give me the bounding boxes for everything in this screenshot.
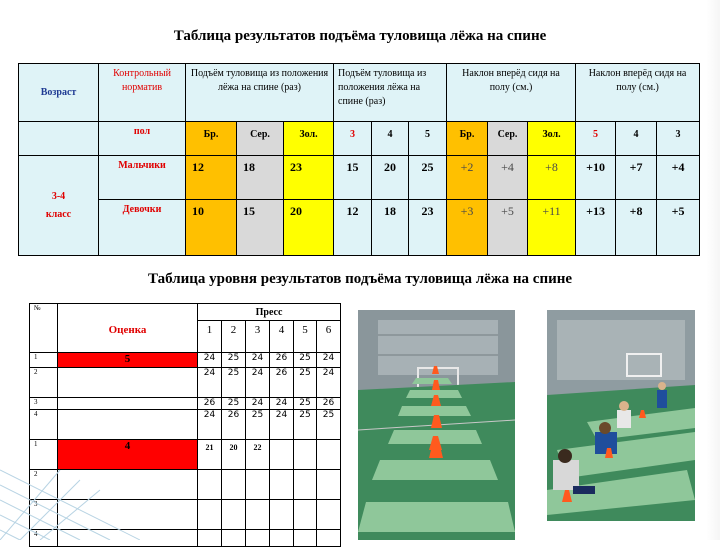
row-number: 4 [30,410,58,440]
press-column-header: 1 [198,321,222,353]
press-value-cell [222,530,246,547]
press-value-cell [294,470,317,500]
press-value-cell [270,500,294,530]
press-value-cell: 24 [198,353,222,368]
press-value-cell [246,500,270,530]
press-column-header: 5 [294,321,317,353]
press-value-cell: 24 [246,353,270,368]
press-value-cell: 25 [294,398,317,410]
subheader-cell: Зол. [284,122,334,156]
gym-photo-students-exercising [547,310,695,521]
subheader-cell: Зол. [528,122,576,156]
result-value-cell: +7 [616,156,657,199]
subheader-cell: Сер. [237,122,284,156]
row-number: 4 [30,530,58,547]
result-value-cell: 18 [237,156,284,199]
age-header: Возраст [19,64,99,122]
press-value-cell: 25 [246,410,270,440]
press-column-header: 2 [222,321,246,353]
levels-table-title: Таблица уровня результатов подъёма туловища лёжа на спине [147,271,573,287]
levels-table-row [30,353,341,368]
row-number: 1 [30,440,58,470]
result-value-cell: 23 [284,156,334,199]
group-header-3: Наклон вперёд сидя на полу (см.) [447,64,576,122]
press-value-cell: 25 [222,398,246,410]
press-value-cell: 24 [198,368,222,398]
press-value-cell: 24 [317,353,341,368]
result-value-cell: +5 [488,199,528,255]
row-number: 3 [30,500,58,530]
subheader-cell: Сер. [488,122,528,156]
press-value-cell: 25 [294,368,317,398]
press-value-cell: 25 [294,353,317,368]
result-value-cell: 15 [237,199,284,255]
control-norm-header: Контрольный норматив [99,64,186,122]
result-value-cell: 12 [334,199,372,255]
press-value-cell [198,500,222,530]
row-label-girls: Девочки [99,199,186,255]
press-value-cell: 26 [222,410,246,440]
press-value-cell: 25 [222,368,246,398]
press-value-cell: 26 [270,368,294,398]
press-column-header: 4 [270,321,294,353]
press-column-header: 6 [317,321,341,353]
grade-cell [58,398,198,410]
press-value-cell: 26 [270,353,294,368]
class-label: 3-4 класс [19,156,99,256]
result-value-cell: 10 [186,199,237,255]
subheader-cell: Бр. [447,122,488,156]
decorative-corner-pattern [0,430,140,540]
press-column-header: 3 [246,321,270,353]
result-value-cell: +4 [488,156,528,199]
press-value-cell: 24 [246,398,270,410]
result-value-cell: +13 [576,199,616,255]
result-value-cell: 23 [409,199,447,255]
grade-cell: 5 [58,353,198,368]
press-value-cell [198,470,222,500]
row-number: 3 [30,398,58,410]
result-value-cell: +5 [657,199,700,255]
press-value-cell [270,530,294,547]
group-header-2: Подъём туловища из положения лёжа на спине (раз) [334,64,447,122]
sex-label: пол [99,122,186,156]
grade-cell [58,368,198,398]
result-value-cell: 18 [372,199,409,255]
press-value-cell [270,440,294,470]
levels-table-row [30,398,341,410]
grade-header: Оценка [58,304,198,353]
result-value-cell: +11 [528,199,576,255]
result-value-cell: 20 [284,199,334,255]
press-value-cell: 21 [198,440,222,470]
row-number: 1 [30,353,58,368]
group-header-4: Наклон вперёд сидя на полу (см.) [576,64,700,122]
press-value-cell [317,530,341,547]
press-value-cell [270,470,294,500]
gym-photo-mats-cones [358,310,515,540]
grade-cell: 4 [58,440,198,470]
result-value-cell: +4 [657,156,700,199]
subheader-cell: Бр. [186,122,237,156]
press-value-cell [222,500,246,530]
press-value-cell [294,530,317,547]
press-value-cell [246,530,270,547]
row-number: 2 [30,368,58,398]
empty-cell [19,122,99,156]
subheader-cell: 4 [372,122,409,156]
right-edge-shadow [706,0,720,540]
row-number: 2 [30,470,58,500]
press-value-cell [222,470,246,500]
results-table [18,63,700,256]
press-value-cell: 24 [270,410,294,440]
press-value-cell: 22 [246,440,270,470]
press-value-cell: 26 [317,398,341,410]
subheader-cell: 3 [334,122,372,156]
num-header: № [30,304,58,353]
subheader-cell: 5 [576,122,616,156]
press-value-cell: 24 [270,398,294,410]
press-value-cell: 25 [294,410,317,440]
result-value-cell: 25 [409,156,447,199]
levels-table-row [30,368,341,398]
row-label-boys: Мальчики [99,156,186,199]
result-value-cell: 12 [186,156,237,199]
press-value-cell: 24 [317,368,341,398]
press-value-cell: 26 [198,398,222,410]
press-value-cell [294,500,317,530]
press-value-cell [294,440,317,470]
press-value-cell: 24 [198,410,222,440]
subheader-cell: 5 [409,122,447,156]
press-value-cell: 20 [222,440,246,470]
result-value-cell: +2 [447,156,488,199]
press-value-cell: 25 [222,353,246,368]
result-value-cell: +8 [616,199,657,255]
result-value-cell: +3 [447,199,488,255]
result-value-cell: +10 [576,156,616,199]
press-value-cell [317,470,341,500]
result-value-cell: +8 [528,156,576,199]
result-value-cell: 15 [334,156,372,199]
subheader-cell: 3 [657,122,700,156]
press-value-cell [317,440,341,470]
group-header-1: Подъём туловища из положения лёжа на спине (раз) [186,64,334,122]
press-header: Пресс [198,304,341,321]
press-value-cell [317,500,341,530]
press-value-cell [246,470,270,500]
subheader-cell: 4 [616,122,657,156]
press-value-cell: 25 [317,410,341,440]
press-value-cell: 24 [246,368,270,398]
result-value-cell: 20 [372,156,409,199]
results-table-title: Таблица результатов подъёма туловища лёжа на спине [173,28,547,44]
press-value-cell [198,530,222,547]
